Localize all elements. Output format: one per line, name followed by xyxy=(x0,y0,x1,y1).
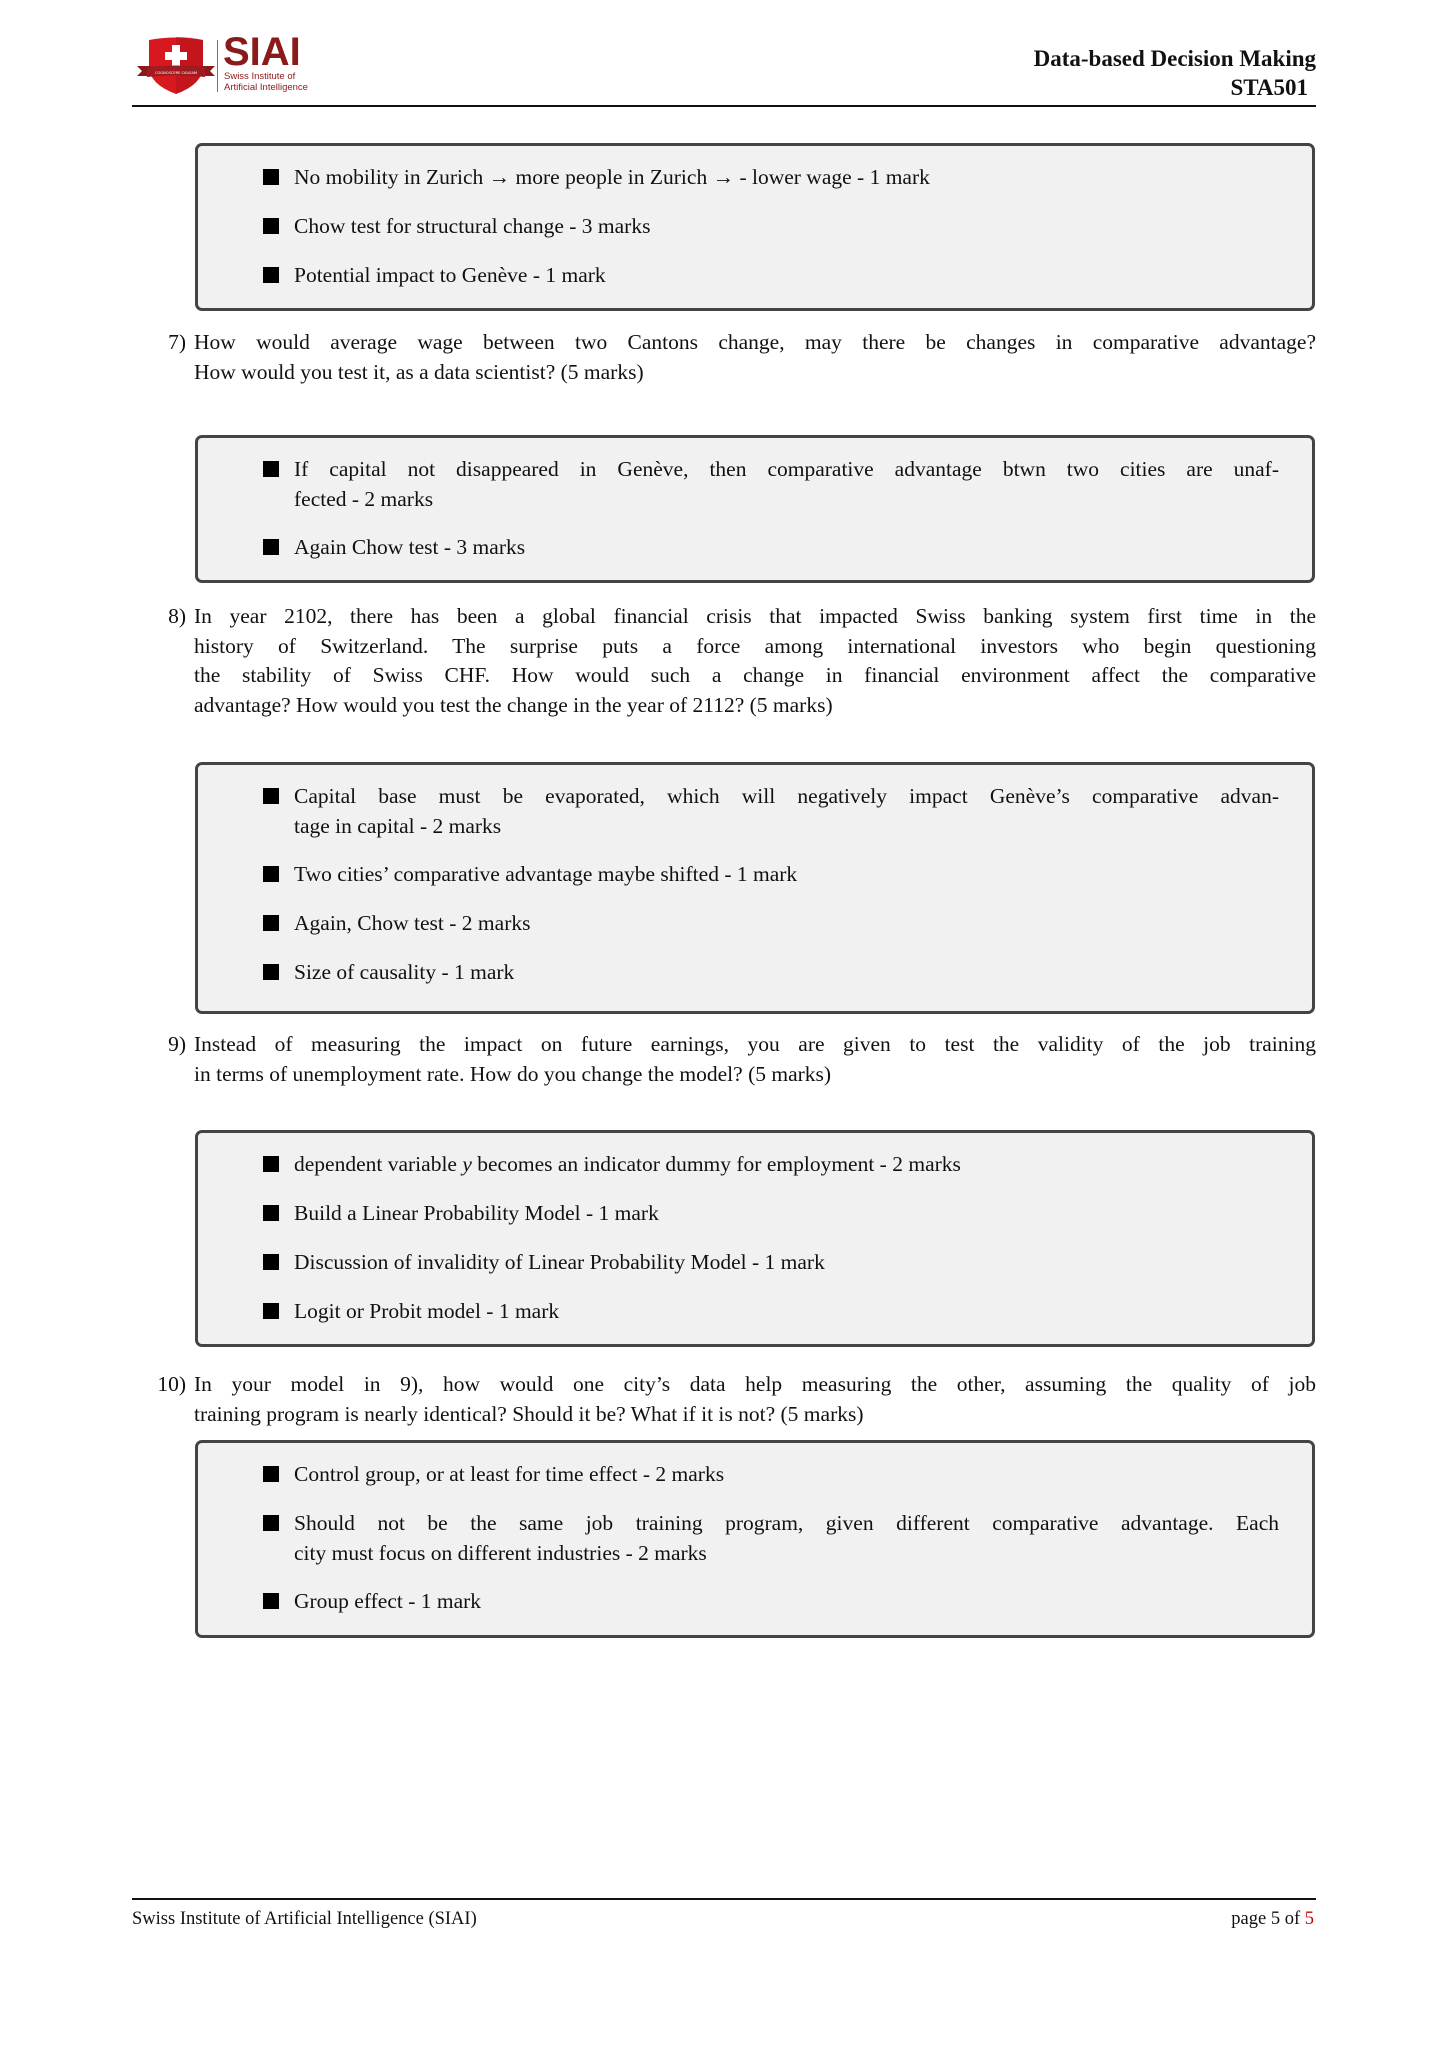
svg-text:COGNOSCERE CAUSAM: COGNOSCERE CAUSAM xyxy=(154,71,198,75)
answer-text-segment: dependent variable xyxy=(294,1152,463,1176)
answer-line: Control group, or at least for time effect - 2 marks xyxy=(294,1462,725,1486)
question-line: Instead of measuring the impact on future earnings, you are given to test the validity of the job training xyxy=(194,1032,1316,1056)
answer-line: Build a Linear Probability Model - 1 mark xyxy=(294,1201,659,1225)
logo-subtitle xyxy=(224,71,308,93)
logo-wordmark: SIAI xyxy=(223,30,301,74)
answer-item-text xyxy=(294,1587,1279,1617)
question-line: in terms of unemployment rate. How do you change the model? (5 marks) xyxy=(194,1061,832,1086)
answer-line: Group effect - 1 mark xyxy=(294,1589,482,1613)
square-bullet-icon xyxy=(263,267,279,283)
question-line: How would you test it, as a data scientist? (5 marks) xyxy=(194,359,644,384)
question-number: 7) xyxy=(168,330,186,354)
square-bullet-icon xyxy=(263,218,279,234)
square-bullet-icon xyxy=(263,788,279,804)
question-line: In year 2102, there has been a global financial crisis that impacted Swiss banking system first time in the xyxy=(194,604,1316,628)
square-bullet-icon xyxy=(263,461,279,477)
question-line: the stability of Swiss CHF. How would such a change in financial environment affect the comparative xyxy=(194,663,1316,687)
answer-item-text xyxy=(294,533,1279,563)
course-code: STA501 xyxy=(1230,75,1308,100)
question-line: In your model in 9), how would one city’s data help measuring the other, assuming the quality of job xyxy=(194,1372,1316,1396)
answer-item-text xyxy=(294,782,1279,841)
header-rule xyxy=(132,105,1316,107)
answer-item-text xyxy=(294,212,1279,242)
shield-icon xyxy=(137,36,215,94)
question-line: history of Switzerland. The surprise puts a force among international investors who begin questioning xyxy=(194,633,1316,658)
logo-divider xyxy=(217,40,218,92)
answer-item-text xyxy=(294,860,1279,890)
answer-item-text xyxy=(294,1297,1279,1327)
question-line: advantage? How would you test the change in the year of 2112? (5 marks) xyxy=(194,692,833,717)
page-number-prefix: page 5 of xyxy=(1231,1909,1305,1929)
question-line: How would average wage between two Cantons change, may there be changes in comparative advantage? xyxy=(194,330,1316,354)
question-number: 9) xyxy=(168,1032,186,1056)
answer-line: Should not be the same job training program, given different comparative advantage. Each xyxy=(294,1511,1279,1535)
question-text xyxy=(194,1030,1316,1089)
footer-institution: Swiss Institute of Artificial Intelligence (SIAI) xyxy=(132,1909,477,1929)
answer-line: No mobility in Zurich → more people in Zurich → - lower wage - 1 mark xyxy=(294,165,930,189)
answer-line: Potential impact to Genève - 1 mark xyxy=(294,263,606,287)
square-bullet-icon xyxy=(263,169,279,185)
answer-item-text xyxy=(294,261,1279,291)
square-bullet-icon xyxy=(263,866,279,882)
answer-line: Size of causality - 1 mark xyxy=(294,960,515,984)
square-bullet-icon xyxy=(263,1593,279,1609)
answer-item-text xyxy=(294,163,1279,193)
answer-line: Logit or Probit model - 1 mark xyxy=(294,1299,560,1323)
logo-subtitle-line2: Artificial Intelligence xyxy=(224,82,308,93)
answer-line: tage in capital - 2 marks xyxy=(294,813,502,838)
answer-line: city must focus on different industries - 2 marks xyxy=(294,1540,707,1565)
question-line: training program is nearly identical? Should it be? What if it is not? (5 marks) xyxy=(194,1401,864,1426)
square-bullet-icon xyxy=(263,964,279,980)
answer-line: Capital base must be evaporated, which will negatively impact Genève’s comparative advan- xyxy=(294,784,1279,808)
answer-line: Two cities’ comparative advantage maybe shifted - 1 mark xyxy=(294,862,798,886)
square-bullet-icon xyxy=(263,1303,279,1319)
answer-item-text xyxy=(294,909,1279,939)
page-header-title xyxy=(1034,44,1316,102)
answer-box-10 xyxy=(195,1440,1315,1638)
question-number: 8) xyxy=(168,604,186,628)
logo-subtitle-line1: Swiss Institute of xyxy=(224,71,296,82)
answer-line xyxy=(294,1150,1279,1180)
footer-rule xyxy=(132,1898,1316,1900)
answer-line: Again, Chow test - 2 marks xyxy=(294,911,531,935)
answer-text-segment: becomes an indicator dummy for employment - 2 marks xyxy=(471,1152,961,1176)
course-title: Data-based Decision Making xyxy=(1033,46,1316,71)
answer-line: fected - 2 marks xyxy=(294,486,434,511)
answer-item-text xyxy=(294,1150,1279,1180)
answer-box-6 xyxy=(195,143,1315,311)
question-text xyxy=(194,602,1316,720)
square-bullet-icon xyxy=(263,1515,279,1531)
answer-item-text xyxy=(294,1460,1279,1490)
math-variable: y xyxy=(462,1152,472,1176)
siai-logo xyxy=(137,30,312,94)
answer-line: Discussion of invalidity of Linear Probability Model - 1 mark xyxy=(294,1250,825,1274)
square-bullet-icon xyxy=(263,1156,279,1172)
question-text xyxy=(194,328,1316,387)
square-bullet-icon xyxy=(263,539,279,555)
answer-item-text xyxy=(294,958,1279,988)
question-number: 10) xyxy=(157,1372,186,1396)
square-bullet-icon xyxy=(263,1466,279,1482)
answer-item-text xyxy=(294,455,1279,514)
answer-box-8 xyxy=(195,762,1315,1014)
answer-box-9 xyxy=(195,1130,1315,1347)
answer-line: If capital not disappeared in Genève, then comparative advantage btwn two cities are unaf- xyxy=(294,457,1279,481)
answer-box-7 xyxy=(195,435,1315,583)
square-bullet-icon xyxy=(263,1205,279,1221)
answer-item-text xyxy=(294,1509,1279,1568)
answer-line: Chow test for structural change - 3 marks xyxy=(294,214,651,238)
square-bullet-icon xyxy=(263,1254,279,1270)
question-text xyxy=(194,1370,1316,1429)
page-number xyxy=(1231,1907,1314,1931)
square-bullet-icon xyxy=(263,915,279,931)
answer-line: Again Chow test - 3 marks xyxy=(294,535,526,559)
answer-item-text xyxy=(294,1248,1279,1278)
page-total-link[interactable]: 5 xyxy=(1304,1909,1314,1929)
answer-item-text xyxy=(294,1199,1279,1229)
